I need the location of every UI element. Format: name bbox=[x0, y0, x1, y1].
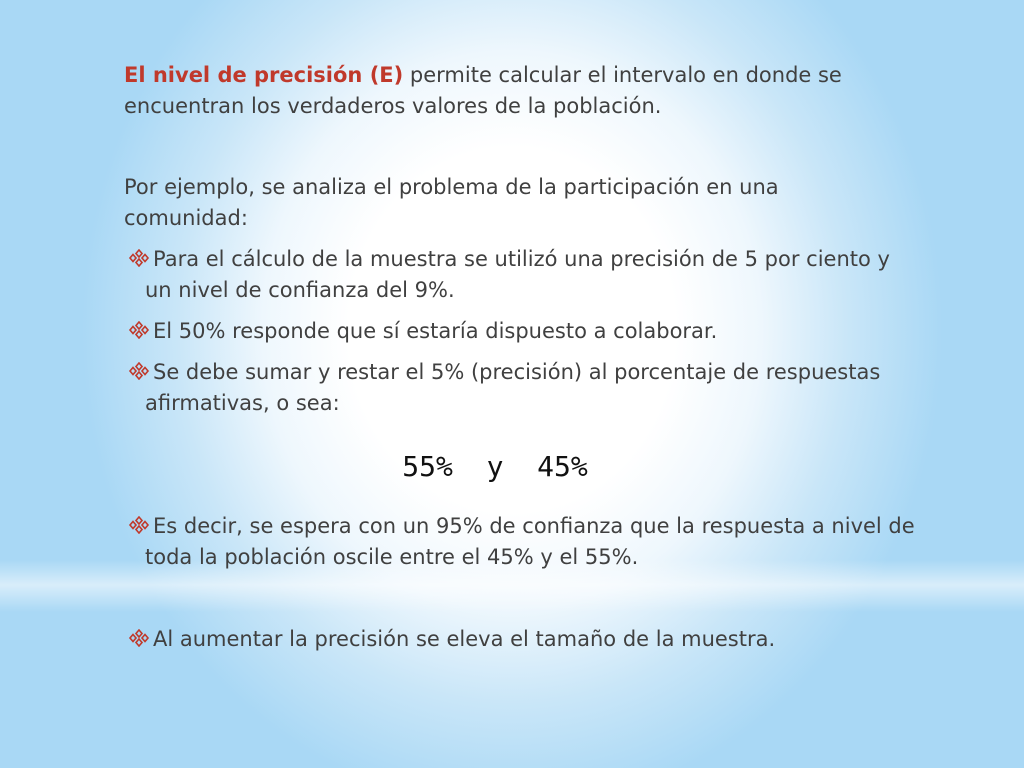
four-diamond-bullet-icon bbox=[128, 629, 150, 647]
bullet-text: El 50% responde que sí estaría dispuesto a colaborar. bbox=[153, 319, 718, 343]
bullet-text: Se debe sumar y restar el 5% (precisión) al porcentaje de respuestas afirmativas, o sea: bbox=[145, 360, 881, 415]
bullet-item bbox=[128, 244, 915, 306]
bullet-text: Al aumentar la precisión se eleva el tamaño de la muestra. bbox=[153, 627, 776, 651]
bullet-item bbox=[128, 511, 915, 573]
intro-text: permite calcular el intervalo en donde se encuentran los verdaderos valores de la población. bbox=[124, 63, 842, 118]
bullet-text: Para el cálculo de la muestra se utilizó una precisión de 5 por ciento y un nivel de confianza del 9%. bbox=[145, 247, 890, 302]
intro-paragraph bbox=[124, 60, 904, 122]
percentage-range-formula: 55% y 45% bbox=[402, 450, 588, 483]
bullet-item bbox=[128, 316, 915, 347]
bullet-item bbox=[128, 624, 915, 655]
four-diamond-bullet-icon bbox=[128, 249, 150, 267]
four-diamond-bullet-icon bbox=[128, 516, 150, 534]
bullet-item bbox=[128, 357, 915, 419]
example-paragraph: Por ejemplo, se analiza el problema de la participación en una comunidad: bbox=[124, 175, 779, 230]
four-diamond-bullet-icon bbox=[128, 321, 150, 339]
bullet-text: Es decir, se espera con un 95% de confianza que la respuesta a nivel de toda la población oscile entre el 45% y el 55%. bbox=[145, 514, 915, 569]
precision-term: El nivel de precisión (E) bbox=[124, 63, 404, 87]
four-diamond-bullet-icon bbox=[128, 362, 150, 380]
